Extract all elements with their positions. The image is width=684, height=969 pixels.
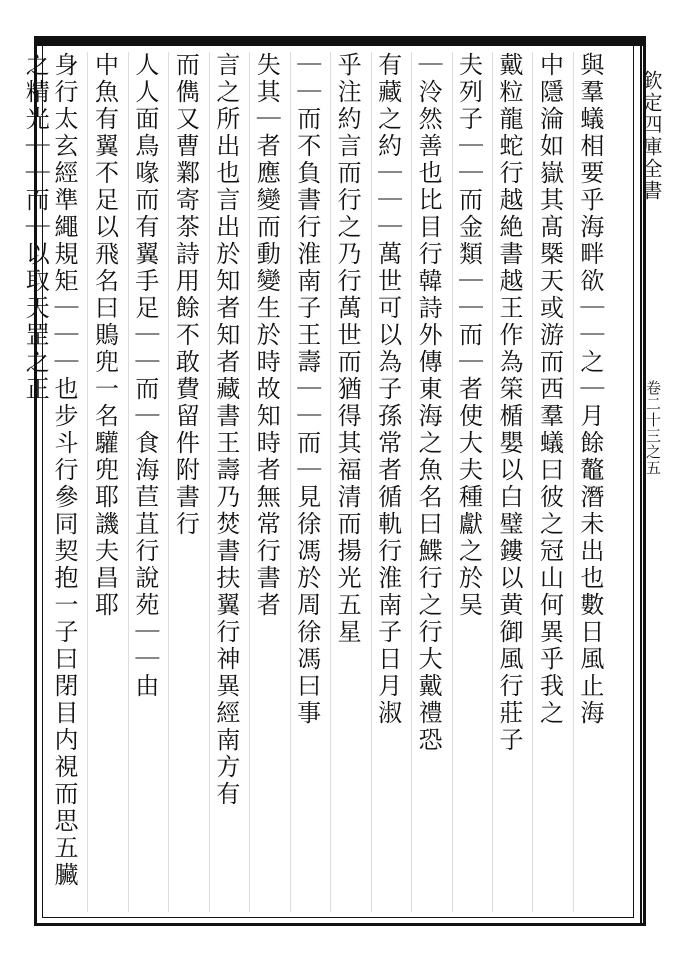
text-column: 而儁又曹鄴寄茶詩用餘不敢費留件附書行 xyxy=(168,52,199,912)
text-column: 戴粒龍蛇行越絶書越王作為筞楯嬰以白璧鏤以黄御風行莊子 xyxy=(492,52,523,912)
text-column: 失其｜者應變而動變生於時故知時者無常行書者 xyxy=(249,52,280,912)
text-column: 有藏之約｜｜｜萬世可以為子孫常者循軌行淮南子日月淑 xyxy=(371,52,402,912)
text-column: 乎注約言而行之乃行萬世而猶得其福清而揚光五星 xyxy=(330,52,361,912)
top-border-bar xyxy=(34,36,646,46)
text-column: 與羣蟻相要乎海畔欲｜｜之｜月餘鼇潛未出也數日風止海 xyxy=(573,52,604,912)
text-columns xyxy=(21,52,604,912)
text-column: 夫列子｜｜而金類｜｜而｜者使大夫種獻之於吴 xyxy=(452,52,483,912)
text-column: 中魚有翼不足以飛名曰鵙兜一名驩兜耶譏夫昌耶 xyxy=(87,52,118,912)
volume-label: 卷二十三之五 xyxy=(644,380,662,476)
text-column: 言之所出也言出於知者知者藏書王壽乃焚書扶翼行神異經南方有 xyxy=(209,52,240,912)
text-column: 中隱淪如嶽其髙槩天或游而西羣蟻曰彼之冠山何異乎我之 xyxy=(532,52,563,912)
book-title: 欽定四庫全書 xyxy=(639,70,663,202)
text-column: ｜泠然善也比目行韓詩外傳東海之魚名曰鰈行之行大戴禮恐 xyxy=(411,52,442,912)
text-column: ｜｜而不負書行淮南子王壽｜｜而｜見徐馮於周徐馮曰事 xyxy=(290,52,321,912)
text-column: 身行太玄經準繩規矩｜｜｜也步斗行參同契抱一子曰閉目内視而思五臟之精光｜｜而｜以取天罡之正 xyxy=(21,52,78,889)
text-column: 人人面鳥喙而有翼手足｜｜而｜食海苣苴行說苑｜｜由 xyxy=(128,52,159,912)
